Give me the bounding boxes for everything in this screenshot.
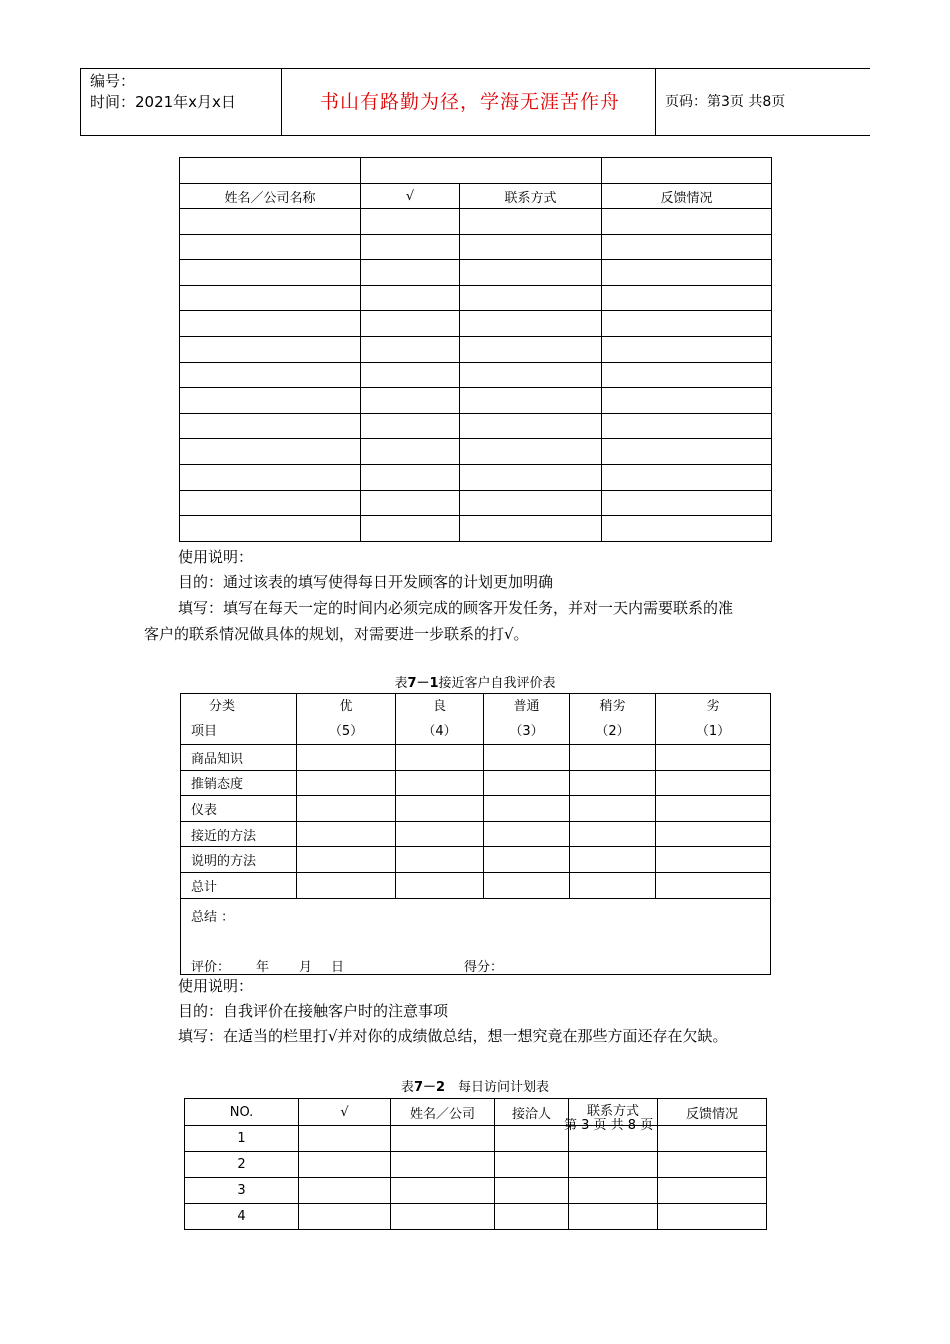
usage-title: 使用说明： xyxy=(178,548,254,566)
motto: 书山有路勤为径，学海无涯苦作舟 xyxy=(319,91,620,113)
column-header-feedback: 反馈情况 xyxy=(658,1099,767,1126)
table-cell[interactable] xyxy=(460,209,602,235)
table-header-row xyxy=(181,694,771,745)
table-cell[interactable] xyxy=(361,209,460,235)
table-cell[interactable] xyxy=(299,1152,391,1178)
table-row xyxy=(180,413,772,439)
table-cell[interactable] xyxy=(460,516,602,542)
evaluation-label: 评价： xyxy=(191,959,231,975)
caption-number: 7－1 xyxy=(407,676,439,691)
category-label: 分类 xyxy=(209,699,236,714)
column-header-excellent xyxy=(297,694,396,745)
page-number: 页码：第3页 共8页 xyxy=(665,94,786,110)
usage-title: 使用说明： xyxy=(178,977,254,995)
table-cell[interactable] xyxy=(180,464,361,490)
header-divider xyxy=(80,69,81,135)
day-label: 日 xyxy=(331,959,345,975)
table-cell[interactable] xyxy=(180,311,361,337)
item-label: 说明的方法 xyxy=(181,847,297,873)
table-cell[interactable] xyxy=(361,490,460,516)
table-cell[interactable] xyxy=(658,1178,767,1204)
item-label: 项目 xyxy=(191,724,218,739)
rating-cell[interactable] xyxy=(297,847,396,873)
usage-purpose: 目的：自我评价在接触客户时的注意事项 xyxy=(178,1002,449,1020)
table-cell[interactable] xyxy=(180,388,361,414)
rating-cell[interactable] xyxy=(656,796,771,822)
column-header-name: 姓名／公司名称 xyxy=(180,184,361,209)
score-label: 得分： xyxy=(464,959,504,975)
table-cell[interactable] xyxy=(391,1178,495,1204)
rating-cell[interactable] xyxy=(484,872,570,898)
table-cell[interactable] xyxy=(361,260,460,286)
rating-cell[interactable] xyxy=(570,770,656,796)
table-cell[interactable] xyxy=(495,1152,569,1178)
table-cell[interactable] xyxy=(299,1204,391,1230)
table-cell[interactable] xyxy=(180,439,361,465)
table-cell[interactable] xyxy=(569,1152,658,1178)
item-label: 商品知识 xyxy=(181,745,297,771)
header-text: 劣 xyxy=(706,699,720,714)
table-cell[interactable] xyxy=(602,260,772,286)
table-cell[interactable] xyxy=(180,490,361,516)
contact-plan-table xyxy=(179,157,772,542)
table-row xyxy=(180,234,772,260)
rating-cell[interactable] xyxy=(297,821,396,847)
table-row xyxy=(180,209,772,235)
usage-purpose: 目的：通过该表的填写使得每日开发顾客的计划更加明确 xyxy=(178,573,554,591)
table-cell[interactable] xyxy=(658,1152,767,1178)
column-header-feedback: 反馈情况 xyxy=(602,184,772,209)
column-header-no: NO. xyxy=(185,1099,299,1126)
table-row xyxy=(180,388,772,414)
table-row xyxy=(185,1204,767,1230)
table-cell[interactable] xyxy=(569,1178,658,1204)
rating-cell[interactable] xyxy=(396,796,484,822)
item-label: 推销态度 xyxy=(181,770,297,796)
header-text: 普通 xyxy=(513,699,540,714)
table-cell[interactable] xyxy=(658,1126,767,1152)
table-cell[interactable] xyxy=(460,464,602,490)
header-score: （4） xyxy=(422,724,457,739)
rating-cell[interactable] xyxy=(484,796,570,822)
table-row xyxy=(180,158,772,184)
table-cell[interactable] xyxy=(361,285,460,311)
table-cell[interactable] xyxy=(602,490,772,516)
rating-cell[interactable] xyxy=(656,770,771,796)
table-cell[interactable] xyxy=(460,234,602,260)
table-cell[interactable] xyxy=(460,439,602,465)
table-cell[interactable] xyxy=(569,1204,658,1230)
rating-cell[interactable] xyxy=(297,872,396,898)
table-cell[interactable] xyxy=(460,413,602,439)
table-cell[interactable] xyxy=(361,439,460,465)
header-score: （5） xyxy=(328,724,364,739)
table-caption xyxy=(180,672,770,691)
table-row xyxy=(181,796,771,822)
usage-fill: 填写：填写在每天一定的时间内必须完成的顾客开发任务，并对一天内需要联系的准 xyxy=(178,599,734,617)
header-meta xyxy=(90,71,236,113)
table-cell[interactable] xyxy=(180,516,361,542)
table-row xyxy=(185,1178,767,1204)
summary-cell[interactable] xyxy=(181,898,771,974)
item-label: 仪表 xyxy=(181,796,297,822)
column-header-check: √ xyxy=(299,1099,391,1126)
table-cell[interactable] xyxy=(180,285,361,311)
table-cell[interactable] xyxy=(180,362,361,388)
usage-fill-cont: 客户的联系情况做具体的规划，对需要进一步联系的打√。 xyxy=(144,625,529,643)
table-cell[interactable] xyxy=(180,413,361,439)
table-cell[interactable] xyxy=(602,439,772,465)
table-row xyxy=(180,260,772,286)
table-cell[interactable] xyxy=(460,490,602,516)
table-row xyxy=(181,770,771,796)
table-cell[interactable] xyxy=(602,234,772,260)
table-row xyxy=(181,847,771,873)
caption-prefix: 表 xyxy=(394,676,408,691)
rating-cell[interactable] xyxy=(570,847,656,873)
caption-prefix: 表 xyxy=(400,1080,414,1095)
item-label: 总计 xyxy=(181,872,297,898)
rating-cell[interactable] xyxy=(484,770,570,796)
rating-cell[interactable] xyxy=(484,821,570,847)
table-cell[interactable] xyxy=(391,1204,495,1230)
header-text: 优 xyxy=(339,699,353,714)
rating-cell[interactable] xyxy=(656,745,771,771)
row-number: 3 xyxy=(185,1178,299,1204)
header-score: （2） xyxy=(595,724,630,739)
table-cell[interactable] xyxy=(361,388,460,414)
header-text: 稍劣 xyxy=(599,699,626,714)
rating-cell[interactable] xyxy=(396,770,484,796)
table-cell[interactable] xyxy=(460,362,602,388)
column-header-contact: 联系方式 xyxy=(569,1099,658,1126)
table-cell[interactable] xyxy=(495,1178,569,1204)
rating-cell[interactable] xyxy=(570,745,656,771)
table-row xyxy=(180,285,772,311)
row-number: 2 xyxy=(185,1152,299,1178)
table-cell[interactable] xyxy=(361,234,460,260)
header-divider xyxy=(281,69,282,135)
table-cell[interactable] xyxy=(602,209,772,235)
month-label: 月 xyxy=(299,959,313,975)
table-cell[interactable] xyxy=(180,260,361,286)
column-header-fair xyxy=(570,694,656,745)
row-number: 1 xyxy=(185,1126,299,1152)
table-cell[interactable] xyxy=(602,158,772,184)
table-cell[interactable] xyxy=(602,311,772,337)
table-row xyxy=(185,1126,767,1152)
table-cell[interactable] xyxy=(361,464,460,490)
summary-label: 总结 ： xyxy=(191,909,235,925)
table-row xyxy=(180,516,772,542)
rating-cell[interactable] xyxy=(396,872,484,898)
table-cell[interactable] xyxy=(602,285,772,311)
table-header-row xyxy=(185,1099,767,1126)
rating-cell[interactable] xyxy=(656,872,771,898)
table-cell[interactable] xyxy=(658,1204,767,1230)
daily-visit-table xyxy=(184,1098,767,1230)
table-cell[interactable] xyxy=(180,234,361,260)
usage-fill: 填写：在适当的栏里打√并对你的成绩做总结，想一想究竟在那些方面还存在欠缺。 xyxy=(178,1027,728,1045)
rating-cell[interactable] xyxy=(396,821,484,847)
rating-cell[interactable] xyxy=(484,847,570,873)
code-label: 编号： xyxy=(90,72,136,90)
table-cell[interactable] xyxy=(460,388,602,414)
rating-cell[interactable] xyxy=(656,821,771,847)
table-cell[interactable] xyxy=(391,1152,495,1178)
page-header xyxy=(80,68,870,136)
table-cell[interactable] xyxy=(602,464,772,490)
rating-cell[interactable] xyxy=(396,745,484,771)
table-cell[interactable] xyxy=(460,285,602,311)
table-cell[interactable] xyxy=(602,362,772,388)
table-row xyxy=(180,336,772,362)
year-label: 年 xyxy=(256,959,270,975)
table-cell[interactable] xyxy=(180,209,361,235)
column-header-contact-person: 接洽人 xyxy=(495,1099,569,1126)
table-cell[interactable] xyxy=(180,336,361,362)
table-cell[interactable] xyxy=(460,260,602,286)
rating-cell[interactable] xyxy=(570,821,656,847)
summary-row xyxy=(181,898,771,974)
table-cell[interactable] xyxy=(602,388,772,414)
column-header-check: √ xyxy=(361,184,460,209)
table-cell[interactable] xyxy=(299,1178,391,1204)
category-header xyxy=(181,694,297,745)
table-header-row xyxy=(180,184,772,209)
rating-cell[interactable] xyxy=(570,872,656,898)
rating-cell[interactable] xyxy=(297,745,396,771)
table-caption xyxy=(184,1076,766,1095)
header-text: 良 xyxy=(432,699,446,714)
table-row xyxy=(181,872,771,898)
caption-title: 每日访问计划表 xyxy=(458,1080,550,1095)
caption-title: 接近客户自我评价表 xyxy=(438,676,556,691)
table-cell[interactable] xyxy=(361,336,460,362)
rating-cell[interactable] xyxy=(297,770,396,796)
table-cell[interactable] xyxy=(495,1204,569,1230)
table-cell[interactable] xyxy=(361,158,602,184)
table-cell[interactable] xyxy=(361,362,460,388)
table-row xyxy=(185,1152,767,1178)
table-row xyxy=(180,439,772,465)
table-row xyxy=(180,490,772,516)
table-cell[interactable] xyxy=(602,336,772,362)
column-header-contact: 联系方式 xyxy=(460,184,602,209)
rating-cell[interactable] xyxy=(484,745,570,771)
column-header-good xyxy=(396,694,484,745)
date-label: 时间：2021年x月x日 xyxy=(90,93,236,111)
self-evaluation-table xyxy=(180,693,771,975)
table-cell[interactable] xyxy=(602,413,772,439)
table-cell[interactable] xyxy=(361,516,460,542)
row-number: 4 xyxy=(185,1204,299,1230)
rating-cell[interactable] xyxy=(297,796,396,822)
caption-number: 7－2 xyxy=(413,1080,446,1095)
column-header-average xyxy=(484,694,570,745)
table-row xyxy=(180,362,772,388)
table-cell[interactable] xyxy=(361,413,460,439)
header-score: （1） xyxy=(695,724,731,739)
table-cell[interactable] xyxy=(391,1126,495,1152)
table-row xyxy=(181,745,771,771)
column-header-name: 姓名／公司 xyxy=(391,1099,495,1126)
page-footer: 第 3 页 共 8 页 xyxy=(564,1118,654,1133)
table-cell[interactable] xyxy=(460,336,602,362)
column-header-poor xyxy=(656,694,771,745)
table-cell[interactable] xyxy=(180,158,361,184)
table-cell[interactable] xyxy=(299,1126,391,1152)
table-row xyxy=(181,821,771,847)
header-score: （3） xyxy=(509,724,544,739)
item-label: 接近的方法 xyxy=(181,821,297,847)
rating-cell[interactable] xyxy=(656,847,771,873)
table-cell[interactable] xyxy=(495,1126,569,1152)
table-cell[interactable] xyxy=(361,311,460,337)
table-cell[interactable] xyxy=(602,516,772,542)
table-row xyxy=(180,464,772,490)
rating-cell[interactable] xyxy=(396,847,484,873)
rating-cell[interactable] xyxy=(570,796,656,822)
table-row xyxy=(180,311,772,337)
table-cell[interactable] xyxy=(460,311,602,337)
